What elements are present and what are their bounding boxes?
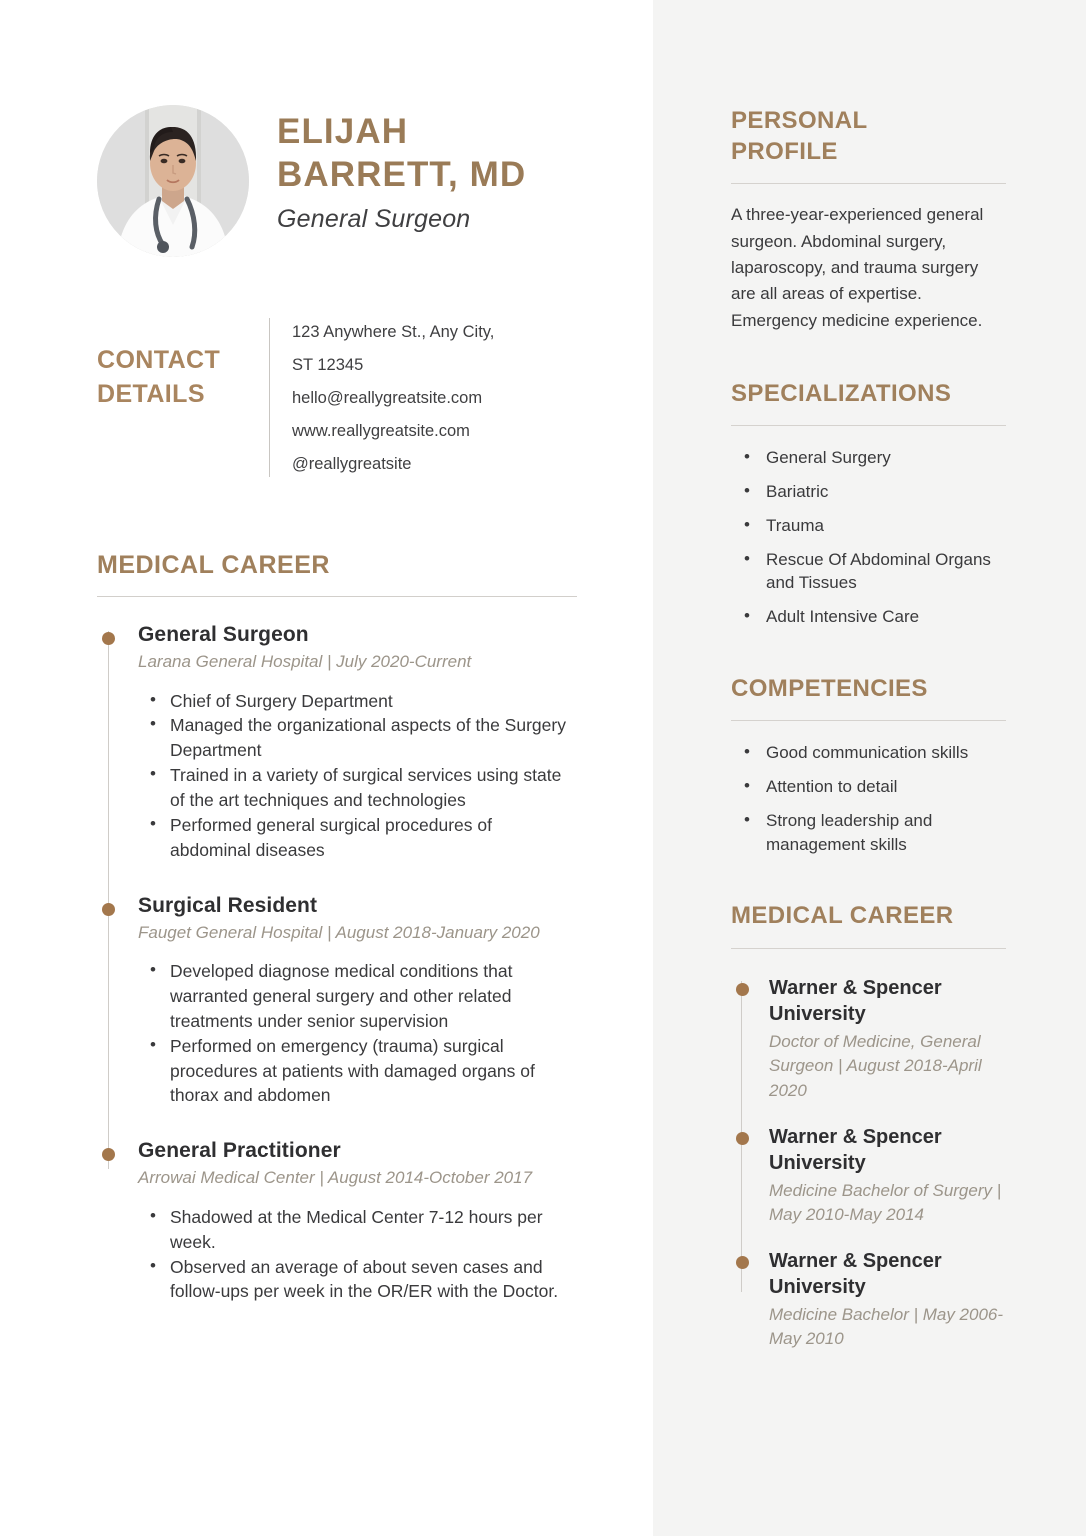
education-timeline	[731, 975, 1006, 1352]
contact-heading-line1: CONTACT	[97, 346, 221, 374]
name-block	[277, 105, 526, 234]
school-name: Warner & Spencer University	[769, 976, 942, 1025]
timeline-item	[769, 1124, 1006, 1228]
contact-website[interactable]: www.reallygreatsite.com	[292, 422, 470, 440]
contact-details-section	[97, 314, 577, 481]
degree-meta: Medicine Bachelor | May 2006-May 2010	[769, 1304, 1004, 1349]
list-item: • Rescue Of Abdominal Organs and Tissues	[766, 548, 1006, 596]
personal-profile-heading	[731, 105, 1006, 167]
job-meta: Fauget General Hospital | August 2018-January 2020	[138, 922, 540, 942]
section-rule	[731, 425, 1006, 426]
list-item: • Trained in a variety of surgical services using state of the art techniques and technologies	[170, 763, 577, 813]
medical-career-section	[97, 551, 577, 1304]
list-item: • Developed diagnose medical conditions that warranted general surgery and other related treatments under senior supervision	[170, 959, 577, 1034]
job-meta: Arrowai Medical Center | August 2014-October 2017	[138, 1168, 533, 1188]
contact-social-handle[interactable]: @reallygreatsite	[292, 455, 412, 473]
contact-email[interactable]: hello@reallygreatsite.com	[292, 389, 483, 407]
job-title: General Practitioner	[138, 1139, 341, 1163]
section-rule	[731, 720, 1006, 721]
right-column	[731, 0, 1006, 1352]
left-column	[97, 0, 577, 1536]
contact-divider	[269, 318, 270, 477]
list-item: • Trauma	[766, 514, 1006, 538]
list-item: • Attention to detail	[766, 775, 1006, 799]
list-item: • Bariatric	[766, 480, 1006, 504]
career-timeline	[97, 623, 577, 1304]
education-medical-career-section	[731, 900, 1006, 1352]
list-item: • Chief of Surgery Department	[170, 689, 577, 714]
timeline-item	[138, 894, 577, 1109]
contact-details-heading	[97, 314, 257, 481]
job-bullets	[138, 959, 577, 1108]
contact-heading-line2: DETAILS	[97, 379, 205, 408]
profile-photo-icon	[97, 105, 249, 257]
competencies-list	[731, 741, 1006, 856]
timeline-item	[769, 1248, 1006, 1352]
full-name-line2: BARRETT, MD	[277, 154, 527, 194]
list-item: • General Surgery	[766, 446, 1006, 470]
school-name: Warner & Spencer University	[769, 1249, 942, 1298]
contact-list	[292, 314, 494, 481]
section-rule	[97, 596, 577, 597]
full-name-line1: ELIJAH	[277, 112, 409, 151]
job-bullets	[138, 1205, 577, 1304]
competencies-heading: COMPETENCIES	[731, 675, 928, 703]
school-name: Warner & Spencer University	[769, 1125, 942, 1174]
job-title: Surgical Resident	[138, 893, 318, 917]
list-item: • Managed the organizational aspects of the Surgery Department	[170, 713, 577, 763]
header	[97, 0, 577, 257]
profile-heading-line2: PROFILE	[731, 138, 838, 166]
list-item: • Adult Intensive Care	[766, 605, 1006, 629]
list-item: • Shadowed at the Medical Center 7-12 hours per week.	[170, 1205, 577, 1255]
personal-profile-text: A three-year-experienced general surgeon. Abdominal surgery, laparoscopy, and trauma surgery are all areas of expertise. Emergency medicine experience.	[731, 205, 984, 330]
specializations-section	[731, 378, 1006, 629]
specializations-list	[731, 446, 1006, 629]
list-item: • Performed general surgical procedures of abdominal diseases	[170, 813, 577, 863]
education-heading: MEDICAL CAREER	[731, 902, 954, 930]
timeline-dot-icon	[102, 1148, 115, 1161]
timeline-dot-icon	[736, 983, 749, 996]
list-item: • Strong leadership and management skills	[766, 809, 1006, 857]
list-item: • Performed on emergency (trauma) surgical procedures at patients with damaged organs of thorax and abdomen	[170, 1034, 577, 1109]
timeline-dot-icon	[736, 1256, 749, 1269]
list-item: • Good communication skills	[766, 741, 1006, 765]
contact-address-line2: ST 12345	[292, 356, 364, 374]
section-rule	[731, 948, 1006, 949]
timeline-item	[138, 1139, 577, 1304]
job-title: General Surgeon	[138, 623, 309, 646]
degree-meta: Medicine Bachelor of Surgery | May 2010-May 2014	[769, 1180, 1002, 1225]
contact-address-line1: 123 Anywhere St., Any City,	[292, 323, 495, 341]
timeline-item	[769, 975, 1006, 1104]
competencies-section	[731, 673, 1006, 856]
avatar	[97, 105, 249, 257]
list-item: • Observed an average of about seven cases and follow-ups per week in the OR/ER with the Doctor.	[170, 1255, 577, 1305]
timeline-dot-icon	[102, 903, 115, 916]
degree-meta: Doctor of Medicine, General Surgeon | August 2018-April 2020	[769, 1031, 982, 1100]
profile-heading-line1: PERSONAL	[731, 107, 868, 134]
timeline-dot-icon	[102, 632, 115, 645]
timeline-item	[138, 623, 577, 863]
specializations-heading: SPECIALIZATIONS	[731, 380, 952, 408]
job-title: General Surgeon	[277, 205, 471, 234]
personal-profile-section	[731, 0, 1006, 334]
job-meta: Larana General Hospital | July 2020-Current	[138, 652, 472, 671]
section-rule	[731, 183, 1006, 184]
job-bullets	[138, 689, 577, 863]
medical-career-heading: MEDICAL CAREER	[97, 551, 330, 579]
timeline-dot-icon	[736, 1132, 749, 1145]
